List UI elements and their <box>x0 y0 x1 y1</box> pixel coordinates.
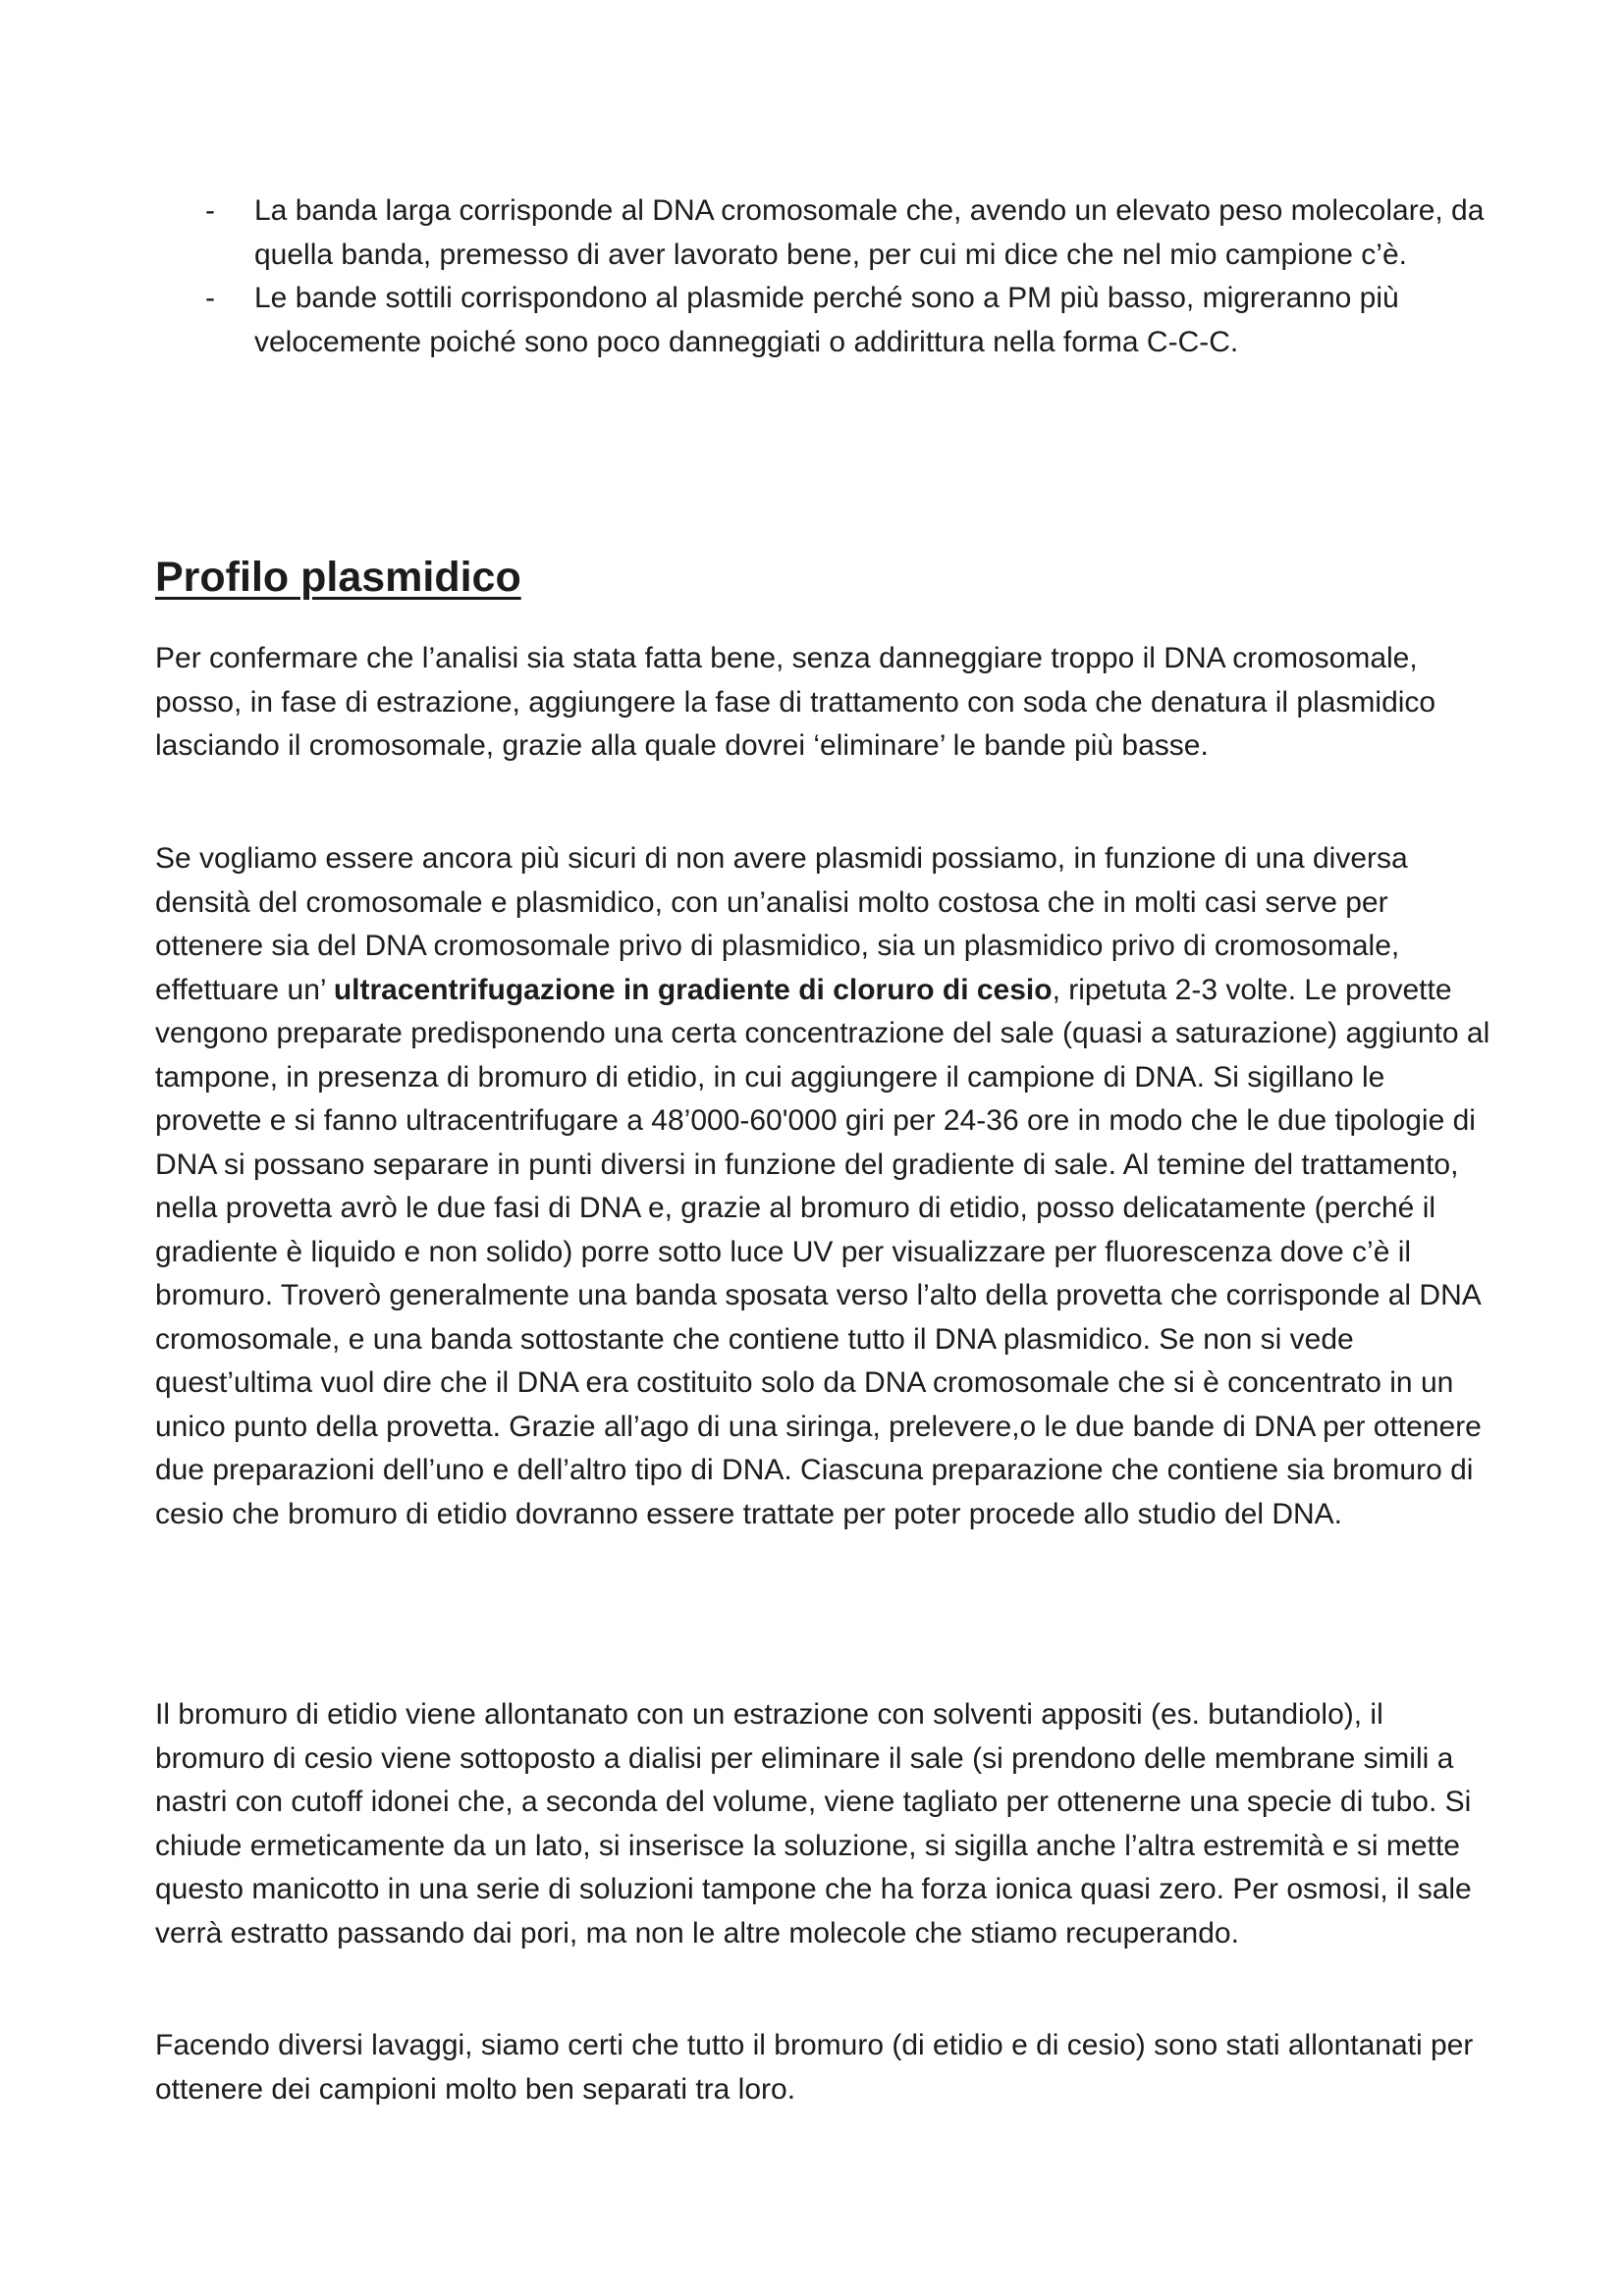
bullet-item <box>154 189 1489 277</box>
bullet-list <box>154 189 1489 364</box>
bold-term: ultracentrifugazione in gradiente di cloruro di cesio <box>333 973 1053 1006</box>
paragraph-soda-treatment: Per confermare che l’analisi sia stata fatta bene, senza danneggiare troppo il DNA cromosomale, posso, in fase di estrazione, aggiungere la fase di trattamento con soda che denatura il plasmidico lasciando il cromosomale, grazie alla quale dovrei ‘eliminare’ le bande più basse. <box>155 642 1436 762</box>
bullet-text: La banda larga corrisponde al DNA cromosomale che, avendo un elevato peso molecolare, da quella banda, premesso di aver lavorato bene, per cui mi dice che nel mio campione c’è. <box>254 194 1485 271</box>
bullet-marker: - <box>205 282 215 314</box>
bullet-text: Le bande sottili corrispondono al plasmide perché sono a PM più basso, migreranno più velocemente poiché sono poco danneggiati o addirittura nella forma C-C-C. <box>254 282 1399 358</box>
paragraph-washing: Facendo diversi lavaggi, siamo certi che tutto il bromuro (di etidio e di cesio) sono stati allontanati per ottenere dei campioni molto ben separati tra loro. <box>155 2029 1474 2106</box>
paragraph-text-run: Se vogliamo essere ancora più sicuri di non avere plasmidi possiamo, in funzione di una diversa densità del cromosomale e plasmidico, con un’analisi molto costosa che in molti casi serve per ottenere sia del DNA cromosomale privo di plasmidico, sia un plasmidico privo di cromosomale, effettuare un’ <box>155 842 1408 1006</box>
paragraph-ultracentrifugation <box>155 837 1490 1536</box>
bullet-item <box>154 277 1489 364</box>
section-heading: Profilo plasmidico <box>155 554 521 601</box>
paragraph-dialysis: Il bromuro di etidio viene allontanato con un estrazione con solventi appositi (es. butandiolo), il bromuro di cesio viene sottoposto a dialisi per eliminare il sale (si prendono delle membrane simili a nastri con cutoff idonei che, a seconda del volume, viene tagliato per ottenerne una specie di tubo. Si chiude ermeticamente da un lato, si inserisce la soluzione, si sigilla anche l’altra estremità e si mette questo manicotto in una serie di soluzioni tampone che ha forza ionica quasi zero. Per osmosi, il sale verrà estratto passando dai pori, ma non le altre molecole che stiamo recuperando. <box>155 1698 1472 1949</box>
bullet-marker: - <box>205 194 215 227</box>
paragraph-text-run: , ripetuta 2-3 volte. Le provette vengono preparate predisponendo una certa concentrazione del sale (quasi a saturazione) aggiunto al tampone, in presenza di bromuro di etidio, in cui aggiungere il campione di DNA. Si sigillano le provette e si fanno ultracentrifugare a 48’000-60'000 giri per 24-36 ore in modo che le due tipologie di DNA si possano separare in punti diversi in funzione del gradiente di sale. Al temine del trattamento, nella provetta avrò le due fasi di DNA e, grazie al bromuro di etidio, posso delicatamente (perché il gradiente è liquido e non solido) porre sotto luce UV per visualizzare per fluorescenza dove c’è il bromuro. Troverò generalmente una banda sposata verso l’alto della provetta che corrisponde al DNA cromosomale, e una banda sottostante che contiene tutto il DNA plasmidico. Se non si vede quest’ultima vuol dire che il DNA era costituito solo da DNA cromosomale che si è concentrato in un unico punto della provetta. Grazie all’ago di una siringa, preleverе,o le due bande di DNA per ottenere due preparazioni dell’uno e dell’altro tipo di DNA. Ciascuna preparazione che contiene sia bromuro di cesio che bromuro di etidio dovranno essere trattate per poter procede allo studio del DNA. <box>155 973 1490 1530</box>
